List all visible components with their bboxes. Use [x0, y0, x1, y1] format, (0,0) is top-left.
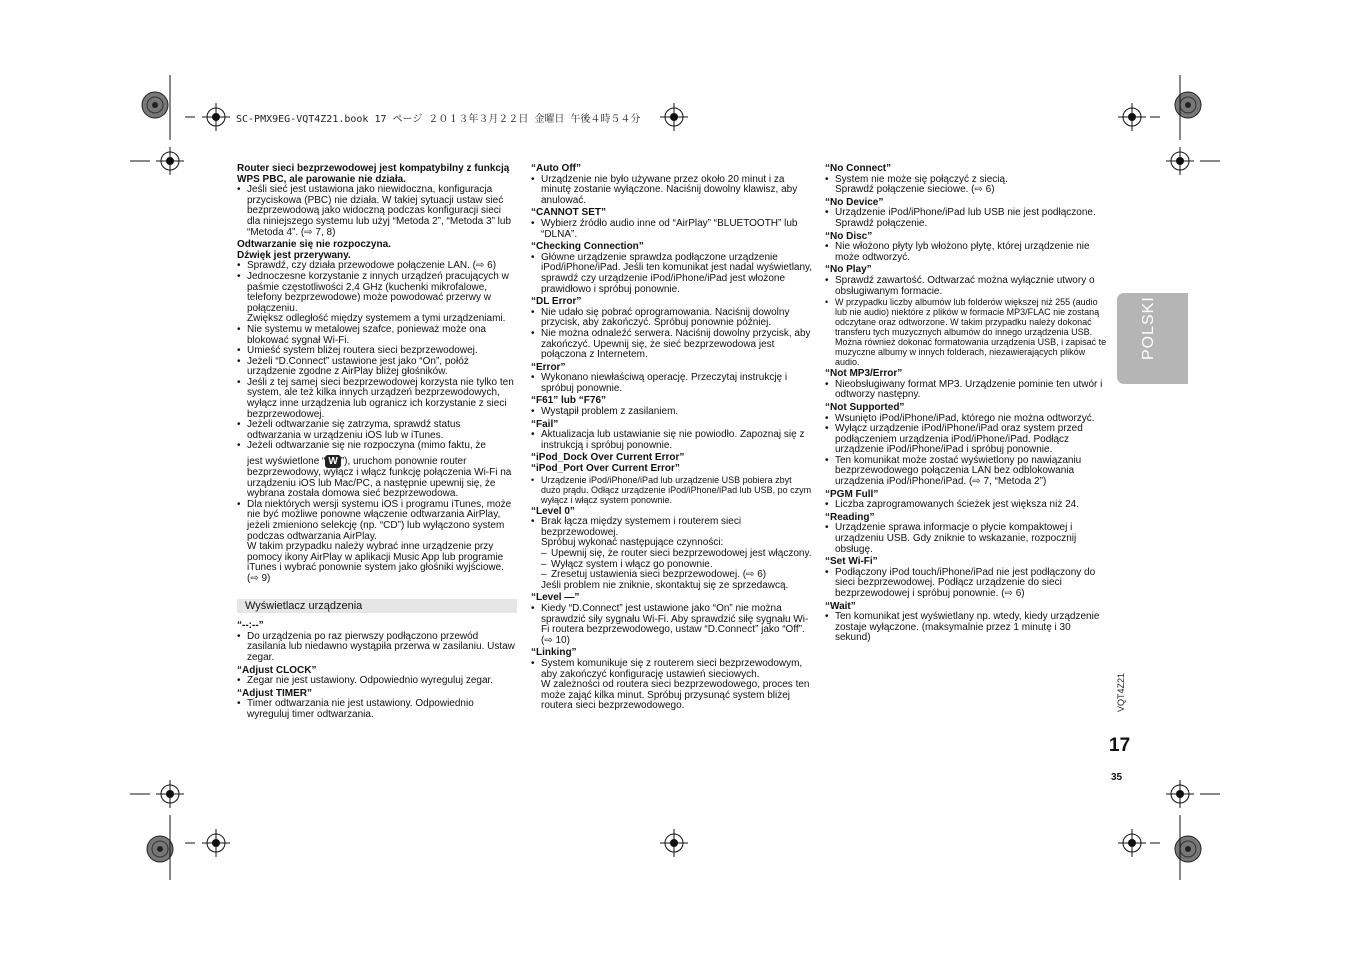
- msg-title: “F61” lub “F76”: [531, 395, 607, 407]
- crosshair-mark: [1118, 829, 1146, 857]
- msg-title: “DL Error”: [531, 296, 582, 308]
- msg-title: “Checking Connection”: [531, 241, 644, 253]
- display-msg: [825, 232, 1107, 264]
- display-msg: [531, 648, 813, 712]
- msg-title: “--:--”: [237, 620, 264, 632]
- list-item: • Jeżeli odtwarzanie się nie rozpoczyna (mimo faktu, że jest wyświetlone “ W ”), uruchom ponownie router bezprzewodowy, wyłącz i włącz funkcję połączenia Wi-Fi na urządzeniu iOS lub Mac/PC, a następnie upewnij się, że wybrana została domowa sieć bezprzewodowa.: [237, 441, 517, 499]
- rosette-mark-top-right: [1175, 92, 1201, 118]
- list-item: • Jeśli sieć jest ustawiona jako niewidoczna, konfiguracja przyciskowa (PBC) nie działa. W takiej sytuacji ustaw sieć bezprzewodową jako widoczną podczas konfiguracji sieci dla niniejszego systemu lub użyj “Metoda 2”, “Metoda 3” lub “Metoda 4”. (⇨ 7, 8): [237, 185, 517, 238]
- list-item: • Nie można odnaleźć serwera. Naciśnij dowolny przycisk, aby zakończyć. Upewnij się, że sieć bezprzewodowa jest połączona z Internetem.: [531, 329, 813, 361]
- msg-title: “Level —”: [531, 592, 580, 604]
- section-band-display: Wyświetlacz urządzenia: [237, 599, 517, 614]
- display-msg: [531, 363, 813, 395]
- display-msg: [237, 689, 517, 721]
- list-item: – Upewnij się, że router sieci bezprzewodowej jest włączony.: [531, 549, 813, 560]
- crosshair-mark: [660, 829, 688, 857]
- language-side-tab-label: POLSKI: [1140, 296, 1157, 360]
- crosshair-mark: [202, 103, 230, 131]
- wifi-indicator-icon: W: [325, 455, 340, 468]
- section-title: Router sieci bezprzewodowej jest kompatybilny z funkcją WPS PBC, ale parowanie nie działa.: [237, 163, 510, 185]
- list-item: • Jeżeli odtwarzanie się zatrzyma, sprawdź status odtwarzania w urządzeniu iOS lub w iTunes.: [237, 420, 517, 441]
- column-right: [825, 164, 1107, 646]
- msg-title: “No Disc”: [825, 230, 873, 242]
- display-msg: [531, 593, 813, 646]
- list-item: • Do urządzenia po raz pierwszy podłączono przewód zasilania lub niedawno wystąpiła przerwa w zasilaniu. Ustaw zegar.: [237, 632, 517, 664]
- display-msg: [825, 403, 1107, 488]
- page-number-small: 35: [1111, 772, 1123, 783]
- list-item: • Kiedy “D.Connect” jest ustawione jako “On” nie można sprawdzić siły sygnału Wi-Fi. Aby sprawdzić siłę sygnału Wi-Fi routera bezprzewodowego, ustaw “D.Connect” jako “Off”. (⇨ 10): [531, 604, 813, 646]
- list-item: • Urządzenie iPod/iPhone/iPad lub USB nie jest podłączone. Sprawdź połączenie.: [825, 208, 1107, 229]
- display-msg: [825, 513, 1107, 555]
- list-item: • Wykonano niewłaściwą operację. Przeczytaj instrukcję i spróbuj ponownie.: [531, 373, 813, 394]
- rosette-mark-bottom-right: [1175, 836, 1201, 862]
- display-msg: [237, 666, 517, 687]
- msg-title: “Not Supported”: [825, 401, 905, 413]
- list-item: • Urządzenie iPod/iPhone/iPad lub urządzenie USB pobiera zbyt dużo prądu. Odłącz urządzenie iPod/iPhone/iPad lub USB, po czym wyłącz i włącz system ponownie.: [531, 475, 813, 505]
- list-item: • Wystąpił problem z zasilaniem.: [531, 407, 813, 418]
- list-item: • Aktualizacja lub ustawianie się nie powiodło. Zapoznaj się z instrukcją i spróbuj ponownie.: [531, 430, 813, 451]
- list-item: • Sprawdź zawartość. Odtwarzać można wyłącznie utwory o obsługiwanym formacie.: [825, 276, 1107, 297]
- file-header-line: SC-PMX9EG-VQT4Z21.book 17 ページ ２０１３年３月２２日 金曜日 午後４時５４分: [236, 114, 641, 125]
- crosshair-mark: [156, 147, 184, 175]
- display-msg: [531, 420, 813, 452]
- list-item: • Nieobsługiwany format MP3. Urządzenie pominie ten utwór i odtworzy następny.: [825, 380, 1107, 401]
- msg-title: “CANNOT SET”: [531, 207, 606, 219]
- section-title: Odtwarzanie się nie rozpoczyna.: [237, 239, 391, 251]
- list-item: • Nie włożono płyty lyb włożono płytę, której urządzenie nie może odtworzyć.: [825, 242, 1107, 263]
- list-item: • Dla niektórych wersji systemu iOS i programu iTunes, może nie być możliwe ponowne włączenie odtwarzania AirPlay, jeżeli zmieniono selekcję (np. “CD”) lub wyłączono system podczas odtwarzania AirPlay. W takim przypadku należy wybrać inne urządzenie przy pomocy ikony AirPlay w aplikacji Music App lub programie iTunes i wybrać ponownie system jako głośniki wyjściowe. (⇨ 9): [237, 500, 517, 585]
- display-msg: [825, 369, 1107, 401]
- msg-title: “No Connect”: [825, 163, 892, 174]
- display-msg: [237, 621, 517, 663]
- list-item: • Jeśli z tej samej sieci bezprzewodowej korzysta nie tylko ten system, ale też kilka innych urządzeń bezprzewodowych, wyłącz inne urządzenia lub ogranicz ich korzystanie z sieci bezprzewodowej.: [237, 378, 517, 420]
- msg-title: “Auto Off”: [531, 163, 581, 174]
- msg-title: “Adjust TIMER”: [237, 687, 312, 699]
- msg-title: “Wait”: [825, 600, 856, 612]
- list-item: • Główne urządzenie sprawdza podłączone urządzenie iPod/iPhone/iPad. Jeśli ten komunikat jest nadal wyświetlany, sprawdź czy urządzenie iPod/iPhone/iPad jest włożone prawidłowo i spróbuj ponownie.: [531, 253, 813, 295]
- crosshair-mark: [156, 780, 184, 808]
- list-item: • Wybierz źródło audio inne od “AirPlay” “BLUETOOTH” lub “DLNA”.: [531, 219, 813, 240]
- list-item: • System nie może się połączyć z siecią. Sprawdź połączenie sieciowe. (⇨ 6): [825, 175, 1107, 196]
- column-middle: [531, 164, 813, 714]
- display-msg: [825, 164, 1107, 196]
- continuation-text: Jeśli problem nie zniknie, skontaktuj się ze sprzedawcą.: [541, 579, 789, 591]
- msg-title: “Not MP3/Error”: [825, 368, 903, 380]
- display-msg: [825, 490, 1107, 511]
- list-item: • W przypadku liczby albumów lub folderów większej niż 255 (audio lub nie audio) niektóre z plików w formacie MP3/FLAC nie zostaną odczytane oraz odtworzone. W takim przypadku należy dokonać transferu tych muzycznych albumów do innego urządzenia USB. Można również dokonać formatowania urządzenia USB, i zapisać te muzyczne albumy w innych folderach, niezawierających plików audio.: [825, 297, 1107, 367]
- msg-title: “Adjust CLOCK”: [237, 664, 317, 676]
- display-msg: [531, 242, 813, 295]
- list-item: • System komunikuje się z routerem sieci bezprzewodowym, aby zakończyć konfigurację ustawień sieciowych. W zależności od routera sieci bezprzewodowego, proces ten może zająć kilka minut. Spróbuj przysunąć system bliżej routera sieci bezprzewodowego.: [531, 659, 813, 712]
- list-item: • Urządzenie nie było używane przez około 20 minut i za minutę zostanie wyłączone. Naciśnij dowolny klawisz, aby anulować.: [531, 175, 813, 207]
- msg-title: “Fail”: [531, 418, 559, 430]
- rosette-mark-bottom-left: [147, 836, 173, 862]
- msg-title: “PGM Full”: [825, 488, 879, 500]
- section-wps: [237, 164, 517, 238]
- list-item: • Brak łącza między systemem i routerem sieci bezprzewodowej. Spróbuj wykonać następujące czynności:: [531, 517, 813, 549]
- list-item: • Wsunięto iPod/iPhone/iPad, którego nie można odtworzyć.: [825, 414, 1107, 425]
- list-item: • Umieść system bliżej routera sieci bezprzewodowej.: [237, 346, 517, 357]
- list-item: – Zresetuj ustawienia sieci bezprzewodowej. (⇨ 6): [531, 570, 813, 581]
- msg-title: “No Device”: [825, 196, 884, 208]
- list-item: • Ten komunikat jest wyświetlany np. wtedy, kiedy urządzenie zostaje wyłączone. (maksymalnie przez 1 minutę i 30 sekund): [825, 612, 1107, 644]
- display-msg: [531, 396, 813, 417]
- display-msg: [825, 198, 1107, 230]
- section-title: Dźwięk jest przerywany.: [237, 249, 351, 261]
- section-playback: [237, 240, 517, 584]
- rosette-mark-top-left: [142, 92, 168, 118]
- list-item: • Wyłącz urządzenie iPod/iPhone/iPad oraz system przed podłączeniem urządzenia iPod/iPhone/iPad. Podłącz urządzenie iPod/iPhone/iPad i spróbuj ponownie.: [825, 424, 1107, 456]
- display-msg: [531, 507, 813, 592]
- crosshair-mark: [660, 103, 688, 131]
- msg-title: “Linking”: [531, 647, 577, 659]
- display-msg: [531, 164, 813, 206]
- msg-title: “Set Wi-Fi”: [825, 556, 878, 568]
- display-msg: [531, 297, 813, 361]
- list-item: • Sprawdź, czy działa przewodowe połączenie LAN. (⇨ 6): [237, 261, 517, 272]
- list-item: • Podłączony iPod touch/iPhone/iPad nie jest podłączony do sieci bezprzewodowej. Podłącz urządzenie do sieci bezprzewodowej i spróbuj ponownie. (⇨ 6): [825, 568, 1107, 600]
- list-item: – Wyłącz system i włącz go ponownie.: [531, 560, 813, 571]
- msg-title: “iPod_Port Over Current Error”: [531, 463, 680, 475]
- msg-title: “Error”: [531, 361, 566, 373]
- list-item: • Zegar nie jest ustawiony. Odpowiednio wyreguluj zegar.: [237, 676, 517, 687]
- page-number: 17: [1109, 735, 1131, 756]
- column-left: [237, 164, 517, 723]
- display-msg: [531, 453, 813, 504]
- msg-title: “iPod_Dock Over Current Error”: [531, 452, 685, 464]
- list-item: • Ten komunikat może zostać wyświetlony po nawiązaniu bezprzewodowego połączenia LAN bez odblokowania urządzenia iPod/iPhone/iPad. (⇨ 7, “Metoda 2”): [825, 456, 1107, 488]
- crosshair-mark: [1166, 147, 1194, 175]
- list-item: • Urządzenie sprawa informacje o płycie kompaktowej i urządzeniu USB. Gdy zniknie to wskazanie, rozpocznij obsługę.: [825, 523, 1107, 555]
- list-item: • Nie systemu w metalowej szafce, ponieważ może ona blokować sygnał Wi-Fi.: [237, 325, 517, 346]
- model-code: VQT4Z21: [1116, 672, 1126, 712]
- display-msg: [825, 557, 1107, 599]
- display-msg: [825, 265, 1107, 367]
- msg-title: “Reading”: [825, 511, 875, 523]
- crosshair-mark: [1118, 103, 1146, 131]
- list-item: • Jeżeli “D.Connect” ustawione jest jako “On”, połóż urządzenie zgodne z AirPlay bliżej głośników.: [237, 357, 517, 378]
- msg-title: “Level 0”: [531, 505, 575, 517]
- display-msg: [531, 208, 813, 240]
- list-item: • Liczba zaprogramowanych ścieżek jest większa niż 24.: [825, 500, 1107, 511]
- list-item: • Nie udało się pobrać oprogramowania. Naciśnij dowolny przycisk, aby zakończyć. Spróbuj ponownie później.: [531, 308, 813, 329]
- msg-title: “No Play”: [825, 264, 872, 276]
- list-item: • Timer odtwarzania nie jest ustawiony. Odpowiednio wyreguluj timer odtwarzania.: [237, 699, 517, 720]
- display-msg: [825, 602, 1107, 644]
- crosshair-mark: [1166, 780, 1194, 808]
- crosshair-mark: [202, 829, 230, 857]
- list-item: • Jednoczesne korzystanie z innych urządzeń pracujących w paśmie częstotliwości 2,4 GHz (kuchenki mikrofalowe, telefony bezprzewodowe) może powodować przerwy w połączeniu. Zwiększ odległość między systemem a tymi urządzeniami.: [237, 272, 517, 325]
